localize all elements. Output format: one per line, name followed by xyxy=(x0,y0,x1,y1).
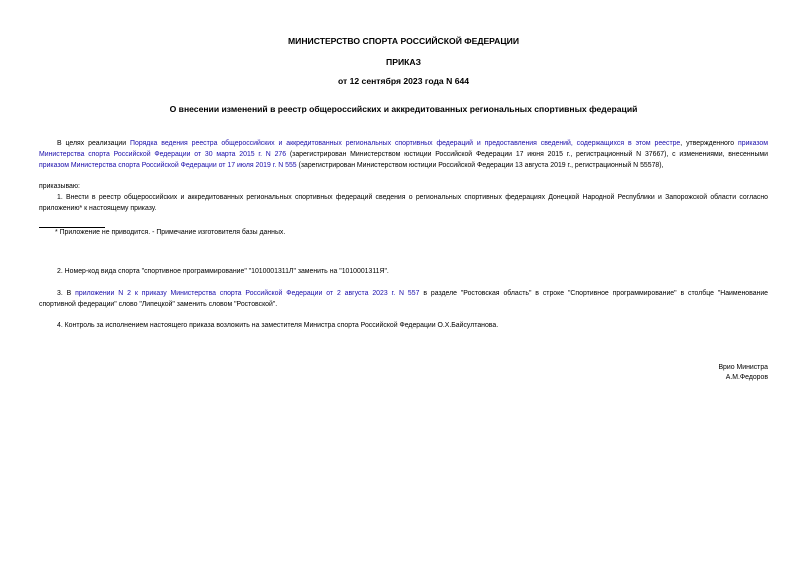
order-276-link-a[interactable]: приказом xyxy=(738,140,768,147)
item-3-line-2: спортивной федерации" слово "Липецкой" заменить словом "Ростовской". xyxy=(39,301,278,308)
order-word: приказываю: xyxy=(39,183,80,190)
doc-date-heading: от 12 сентября 2023 года N 644 xyxy=(337,76,470,86)
intro-text-4: (зарегистрирован Министерством юстиции Российской Федерации 13 августа 2019 г., регистрационный N 55578), xyxy=(296,162,664,169)
item-3-text-1: 3. В xyxy=(57,290,76,297)
intro-line-2 xyxy=(39,150,768,160)
intro-text-3: (зарегистрирован Министерством юстиции Российской Федерации 17 июня 2015 г., регистрационный N 37667), с изменениями, внесенными xyxy=(286,151,768,158)
item-2: 2. Номер-код вида спорта "спортивное программирование" "1010001311Л" заменить на "1010001311Я". xyxy=(57,268,389,275)
intro-text-2: , утвержденного xyxy=(680,140,738,147)
doc-type-heading: ПРИКАЗ xyxy=(386,57,421,67)
order-557-link[interactable]: приложении N 2 к приказу Министерства спорта Российской Федерации от 2 августа 2023 г. N 557 xyxy=(75,290,420,297)
doc-title-heading: О внесении изменений в реестр общероссийских и аккредитованных региональных спортивных федераций xyxy=(169,104,638,114)
intro-line-1 xyxy=(57,139,768,149)
item-1-line-1: 1. Внести в реестр общероссийских и аккредитованных региональных спортивных федераций сведения о региональных спортивных федерациях Донецкой Народной Республики и Запорожской области согласно xyxy=(57,194,768,201)
footnote-text: * Приложение не приводится. - Примечание изготовителя базы данных. xyxy=(55,229,286,236)
item-1-line-2: приложению* к настоящему приказу. xyxy=(39,205,157,212)
signature-position: Врио Министра xyxy=(718,364,768,371)
ministry-heading: МИНИСТЕРСТВО СПОРТА РОССИЙСКОЙ ФЕДЕРАЦИИ xyxy=(287,36,519,46)
intro-text-1: В целях реализации xyxy=(57,140,131,147)
signature-name: А.М.Федоров xyxy=(725,374,768,381)
item-3-line-1 xyxy=(57,289,768,299)
order-555-link[interactable]: приказом Министерства спорта Российской Федерации от 17 июля 2019 г. N 555 xyxy=(39,162,297,169)
procedure-link[interactable]: Порядка ведения реестра общероссийских и аккредитованных региональных спортивных федераций и предоставления сведений, содержащихся в этом реестре xyxy=(130,140,681,147)
item-4: 4. Контроль за исполнением настоящего приказа возложить на заместителя Министра спорта Российской Федерации О.Х.Байсултанова. xyxy=(57,322,499,329)
item-3-text-2: в разделе "Ростовская область" в строке "Спортивное программирование" в столбце "Наименование xyxy=(419,290,769,297)
intro-line-3 xyxy=(39,161,663,171)
order-276-link-b[interactable]: Министерства спорта Российской Федерации от 30 марта 2015 г. N 276 xyxy=(39,151,287,158)
